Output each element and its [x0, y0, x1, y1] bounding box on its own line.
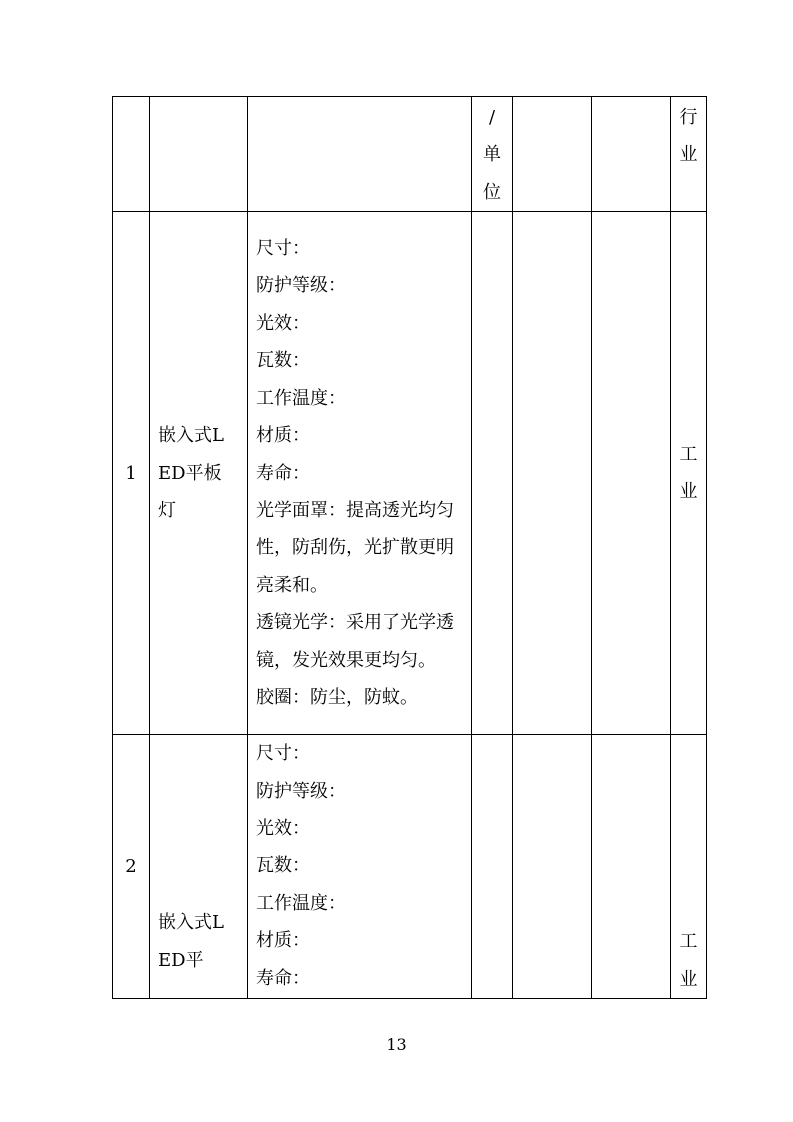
product-name-text: 嵌入式LED平板灯 — [158, 425, 224, 521]
param-line: 透镜光学：采用了光学透镜，发光效果更均匀。 — [256, 612, 454, 671]
param-line: 瓦数： — [256, 855, 310, 877]
unit-cell — [472, 735, 513, 999]
product-name-text: 嵌入式LED平 — [158, 912, 224, 971]
row-number: 1 — [113, 212, 150, 735]
param-line: 材质： — [256, 425, 310, 447]
industry-cell — [671, 212, 707, 735]
unit-cell — [472, 212, 513, 735]
product-name — [150, 735, 248, 999]
param-line: 防护等级： — [256, 275, 346, 297]
header-cell-no — [113, 97, 150, 212]
empty-cell — [513, 212, 592, 735]
table-row — [113, 735, 707, 999]
param-line: 材质： — [256, 930, 310, 952]
header-cell-params — [248, 97, 472, 212]
header-cell-unit — [472, 97, 513, 212]
industry-text: 工业 — [679, 931, 698, 990]
param-line: 光学面罩：提高透光均匀性，防刮伤，光扩散更明亮柔和。 — [256, 499, 454, 596]
industry-text: 工业 — [679, 443, 698, 503]
param-line: 工作温度： — [256, 892, 346, 914]
param-line: 寿命： — [256, 967, 310, 989]
row-number: 2 — [113, 735, 150, 999]
param-line: 尺寸： — [256, 743, 310, 765]
param-line: 瓦数： — [256, 350, 310, 372]
header-cell-industry — [671, 97, 707, 212]
table-row — [113, 212, 707, 735]
table-header-row — [113, 97, 707, 212]
param-line: 光效： — [256, 818, 310, 840]
industry-cell — [671, 735, 707, 999]
empty-cell — [592, 735, 671, 999]
param-line: 光效： — [256, 312, 310, 334]
product-name — [150, 212, 248, 735]
param-line: 胶圈：防尘，防蚊。 — [256, 686, 418, 708]
empty-cell — [513, 735, 592, 999]
header-cell-empty-1 — [513, 97, 592, 212]
header-unit-text: /单位 — [482, 107, 501, 203]
spec-table — [112, 96, 707, 999]
param-line: 尺寸： — [256, 238, 310, 260]
header-cell-empty-2 — [592, 97, 671, 212]
header-cell-name — [150, 97, 248, 212]
param-line: 工作温度： — [256, 387, 346, 409]
param-list — [248, 212, 472, 735]
header-industry-text: 行业 — [679, 107, 698, 166]
param-list — [248, 735, 472, 999]
page-number: 13 — [386, 1035, 407, 1054]
param-line: 防护等级： — [256, 780, 346, 802]
param-line: 寿命： — [256, 462, 310, 484]
empty-cell — [592, 212, 671, 735]
